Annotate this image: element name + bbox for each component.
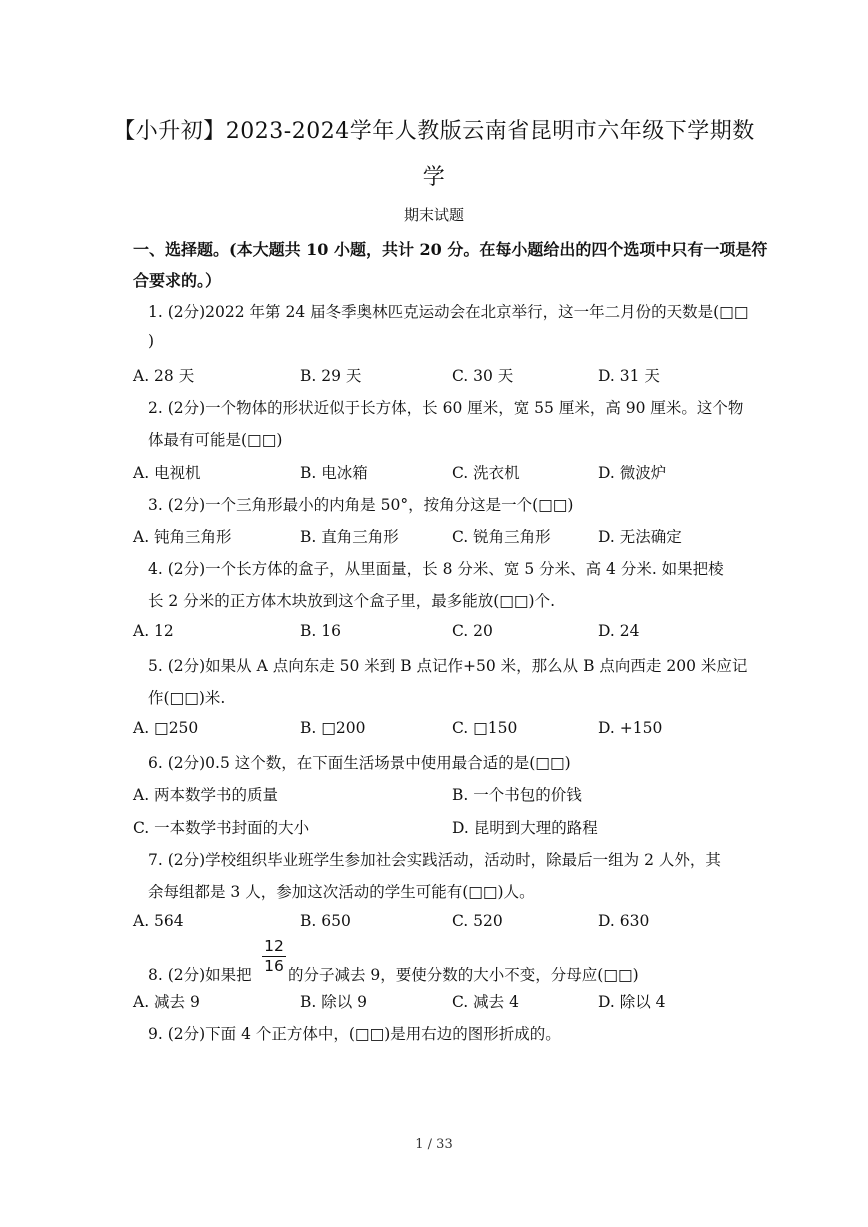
- question-5-option-a: A. □250: [133, 719, 199, 737]
- question-5-option-b: B. □200: [300, 719, 366, 737]
- question-2-option-d: D. 微波炉: [598, 464, 667, 482]
- question-7-line1: 7. (2分)学校组织毕业班学生参加社会实践活动，活动时，除最后一组为 2 人外，其: [148, 851, 721, 869]
- question-4-line1: 4. (2分)一个长方体的盒子，从里面量，长 8 分米、宽 5 分米、高 4 分米. 如果把棱: [148, 560, 724, 578]
- question-3-option-a: A. 钝角三角形: [133, 528, 232, 546]
- question-1-option-a: A. 28 天: [133, 367, 195, 385]
- question-5-option-c: C. □150: [452, 719, 518, 737]
- question-4-line2: 长 2 分米的正方体木块放到这个盒子里，最多能放(□□)个.: [148, 592, 556, 610]
- question-4-option-b: B. 16: [300, 622, 341, 640]
- question-8-option-c: C. 减去 4: [452, 993, 519, 1011]
- question-2-option-c: C. 洗衣机: [452, 464, 520, 482]
- question-7-option-a: A. 564: [133, 912, 184, 930]
- question-2-option-a: A. 电视机: [133, 464, 201, 482]
- question-8-text-before: 8. (2分)如果把: [148, 966, 252, 984]
- question-5-option-d: D. +150: [598, 719, 663, 737]
- page-number: 1 / 33: [415, 1137, 453, 1152]
- question-1-line2: ): [148, 332, 155, 350]
- question-8-text-after: 的分子减去 9，要使分数的大小不变，分母应(□□): [288, 966, 639, 984]
- question-1-line1: 1. (2分)2022 年第 24 届冬季奥林匹克运动会在北京举行，这一年二月份的天数是(□□: [148, 303, 749, 321]
- question-7-option-c: C. 520: [452, 912, 503, 930]
- doc-title-line1: 【小升初】2023-2024学年人教版云南省昆明市六年级下学期数: [113, 119, 755, 144]
- question-6-option-b: B. 一个书包的价钱: [452, 786, 582, 804]
- question-2-option-b: B. 电冰箱: [300, 464, 368, 482]
- question-6-option-c: C. 一本数学书封面的大小: [133, 819, 310, 837]
- question-9-line1: 9. (2分)下面 4 个正方体中，(□□)是用右边的图形折成的。: [148, 1025, 561, 1043]
- fraction-12-16: [262, 937, 286, 976]
- question-1-option-b: B. 29 天: [300, 367, 362, 385]
- question-3-line1: 3. (2分)一个三角形最小的内角是 50°，按角分这是一个(□□): [148, 496, 574, 514]
- question-2-line2: 体最有可能是(□□): [148, 431, 283, 449]
- doc-subtitle: 期末试题: [403, 206, 464, 224]
- doc-title-line2: 学: [422, 165, 446, 190]
- question-2-line1: 2. (2分)一个物体的形状近似于长方体，长 60 厘米，宽 55 厘米，高 90 厘米。这个物: [148, 399, 744, 417]
- fraction-denominator: 16: [264, 957, 284, 975]
- question-1-option-c: C. 30 天: [452, 367, 514, 385]
- question-5-line2: 作(□□)米.: [148, 689, 226, 707]
- fraction-numerator: 12: [262, 937, 286, 957]
- question-6-option-a: A. 两本数学书的质量: [133, 786, 279, 804]
- question-6-option-d: D. 昆明到大理的路程: [452, 819, 598, 837]
- question-3-option-b: B. 直角三角形: [300, 528, 399, 546]
- question-3-option-c: C. 锐角三角形: [452, 528, 551, 546]
- question-4-option-d: D. 24: [598, 622, 640, 640]
- question-8-option-b: B. 除以 9: [300, 993, 368, 1011]
- question-7-option-d: D. 630: [598, 912, 650, 930]
- question-8-option-a: A. 减去 9: [133, 993, 200, 1011]
- question-3-option-d: D. 无法确定: [598, 528, 682, 546]
- question-7-line2: 余每组都是 3 人，参加这次活动的学生可能有(□□)人。: [148, 883, 535, 901]
- question-1-option-d: D. 31 天: [598, 367, 660, 385]
- section-heading-line1: 一、选择题。(本大题共 10 小题，共计 20 分。在每小题给出的四个选项中只有一项是符: [133, 240, 768, 259]
- question-8-option-d: D. 除以 4: [598, 993, 666, 1011]
- question-6-line1: 6. (2分)0.5 这个数，在下面生活场景中使用最合适的是(□□): [148, 754, 571, 772]
- section-heading-line2: 合要求的。）: [133, 271, 222, 290]
- question-5-line1: 5. (2分)如果从 A 点向东走 50 米到 B 点记作+50 米，那么从 B 点向西走 200 米应记: [148, 657, 748, 675]
- question-4-option-c: C. 20: [452, 622, 493, 640]
- question-7-option-b: B. 650: [300, 912, 351, 930]
- question-4-option-a: A. 12: [133, 622, 174, 640]
